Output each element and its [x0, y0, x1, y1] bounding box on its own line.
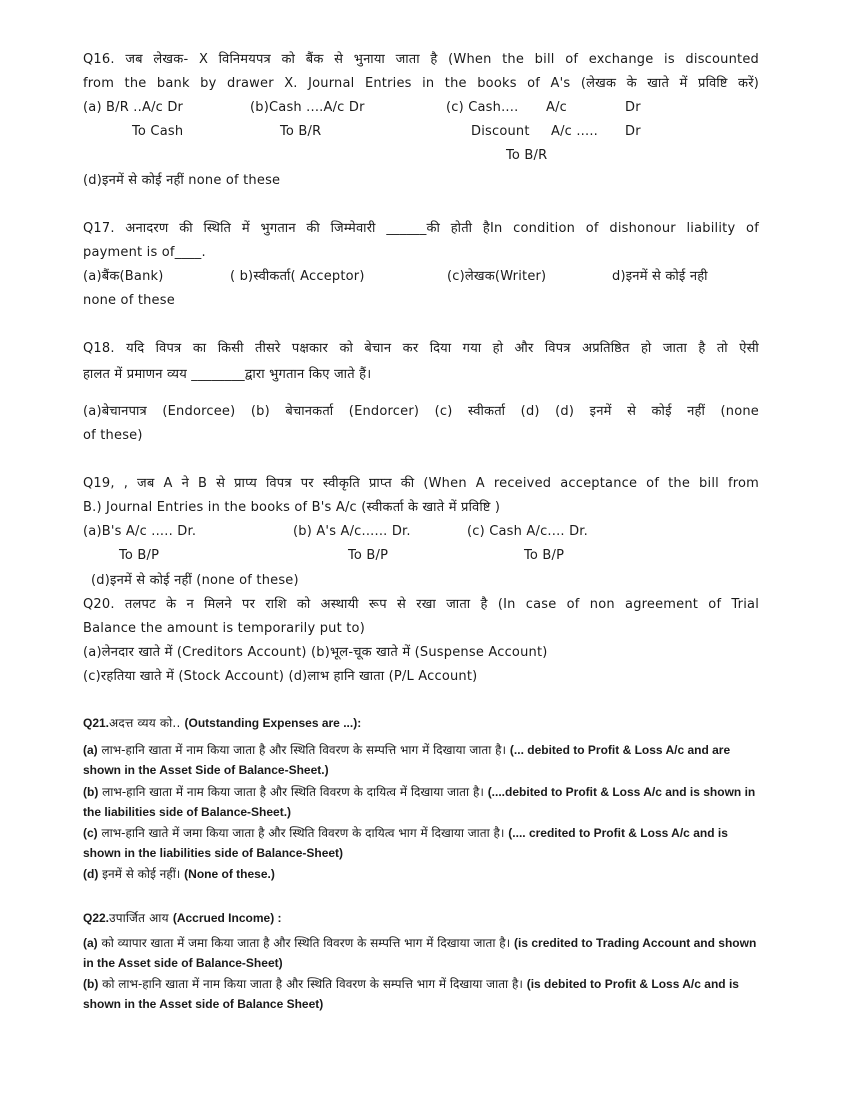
q21-option-a-hindi: लाभ-हानि खाता में नाम किया जाता है और स्थिति विवरण के सम्पत्ति भाग में दिखाया जाता है।: [101, 743, 510, 757]
q22-option-a-hindi: को व्यापार खाता में जमा किया जाता है और स्थिति विवरण के सम्पत्ति भाग में दिखाया जाता है।: [101, 936, 515, 950]
q21-heading-english: (Outstanding Expenses are ...):: [184, 716, 362, 730]
q18-options-2: of these): [83, 428, 143, 443]
q21-option-b-hindi: लाभ-हानि खाता में नाम किया जाता है और स्थिति विवरण के दायित्व में दिखाया जाता है।: [102, 785, 488, 799]
q18-options: (a)बेचानपात्र (Endorcee) (b) बेचानकर्ता (Endorcer) (c) स्वीकर्ता (d) (d) इनमें से कोई नहीं (none: [83, 404, 759, 419]
q21-option-a: [83, 740, 768, 780]
q21-option-c: [83, 823, 768, 863]
q19-option-c: (c) Cash A/c.... Dr.: [467, 524, 588, 539]
q19-line-2: B.) Journal Entries in the books of B's A/c (स्वीकर्ता के खाते में प्रविष्टि ): [83, 500, 501, 515]
q16-option-c-discount-ac: A/c .....: [551, 124, 599, 139]
q17-line-1: Q17. अनादरण की स्थिति में भुगतान की जिम्मेवारी ______की होती हैIn condition of dishonour liability of: [83, 221, 759, 236]
q16-line-2: from the bank by drawer X. Journal Entries in the books of A's (लेखक के खाते में प्रविष्टि करें): [83, 76, 759, 91]
q17-option-d: d)इनमें से कोई नही: [612, 269, 708, 284]
q21-option-a-english: (... debited to Profit & Loss A/c and are shown in the Asset Side of Balance-Sheet.): [83, 743, 731, 777]
q19-option-b: (b) A's A/c...... Dr.: [293, 524, 411, 539]
q21-option-d: [83, 864, 768, 884]
q22-heading-english: (Accrued Income) :: [172, 911, 282, 925]
q19-option-b-to: To B/P: [348, 548, 389, 563]
q22-option-b-label: (b): [83, 977, 99, 991]
q18-line-2: हालत में प्रमाणन व्यय ________द्वारा भुगतान किए जाते हैं।: [83, 367, 372, 382]
q17-option-c: (c)लेखक(Writer): [447, 269, 547, 284]
q21-option-b-english: (....debited to Profit & Loss A/c and is shown in the liabilities side of Balance-Sheet.): [83, 785, 756, 819]
q16-option-a: (a) B/R ..A/c Dr: [83, 100, 184, 115]
q21-option-b-label: (b): [83, 785, 99, 799]
q16-option-d: (d)इनमें से कोई नहीं none of these: [83, 173, 281, 188]
q22-option-a-english: (is credited to Trading Account and shown in the Asset side of Balance-Sheet): [83, 936, 757, 970]
q20-line-2: Balance the amount is temporarily put to): [83, 621, 365, 636]
q21-option-b: [83, 782, 768, 822]
q22-heading: [83, 910, 282, 926]
q19-line-1: Q19, , जब A ने B से प्राप्य विपत्र पर स्वीकृति प्राप्त की (When A received acceptance of the bill from: [83, 476, 759, 491]
q21-option-c-label: (c): [83, 826, 98, 840]
q22-option-a: [83, 933, 768, 973]
q16-option-c-discount-dr: Dr: [625, 124, 641, 139]
q22-option-b-english: (is debited to Profit & Loss A/c and is shown in the Asset side of Balance Sheet): [83, 977, 739, 1011]
q19-option-a: (a)B's A/c ..... Dr.: [83, 524, 197, 539]
q21-option-a-label: (a): [83, 743, 98, 757]
q17-option-a: (a)बैंक(Bank): [83, 269, 164, 284]
q16-option-c: (c) Cash....: [446, 100, 519, 115]
q22-heading-hindi: उपार्जित आय: [109, 911, 173, 925]
q21-option-d-hindi: इनमें से कोई नहीं।: [102, 867, 185, 881]
q22-number: Q22.: [83, 911, 110, 925]
q22-option-a-label: (a): [83, 936, 98, 950]
q20-options-cd: (c)रहतिया खाते में (Stock Account) (d)लाभ हानि खाता (P/L Account): [83, 669, 478, 684]
q19-option-c-to: To B/P: [524, 548, 565, 563]
q17-line-2: payment is of____.: [83, 245, 206, 260]
q20-line-1: Q20. तलपट के न मिलने पर राशि को अस्थायी रूप से रखा जाता है (In case of non agreement of Trial: [83, 597, 759, 612]
q22-option-b-hindi: को लाभ-हानि खाता में नाम किया जाता है और स्थिति विवरण के सम्पत्ति भाग में दिखाया जाता है।: [102, 977, 527, 991]
q17-option-d-en: none of these: [83, 293, 175, 308]
q21-option-c-english: (.... credited to Profit & Loss A/c and is shown in the liabilities side of Balance-Sheet): [83, 826, 728, 860]
q21-heading: [83, 715, 361, 731]
q16-option-c-to: To B/R: [506, 148, 548, 163]
q21-heading-hindi: अदत्त व्यय को..: [109, 716, 181, 730]
q21-option-c-hindi: लाभ-हानि खाते में जमा किया जाता है और स्थिति विवरण के दायित्व भाग में दिखाया जाता है।: [101, 826, 509, 840]
q21-option-d-english: (None of these.): [184, 867, 275, 881]
q17-option-b: ( b)स्वीकर्ता( Acceptor): [230, 269, 365, 284]
q21-number: Q21.: [83, 716, 110, 730]
q16-option-b: (b)Cash ....A/c Dr: [250, 100, 365, 115]
q18-line-1: Q18. यदि विपत्र का किसी तीसरे पक्षकार को बेचान कर दिया गया हो और विपत्र अप्रतिष्ठित हो जाता है तो ऐसी: [83, 341, 759, 356]
q16-option-c-ac: A/c: [546, 100, 568, 115]
q22-option-b: [83, 974, 768, 1014]
q19-option-d: (d)इनमें से कोई नहीं (none of these): [91, 573, 299, 588]
q21-option-d-label: (d): [83, 867, 99, 881]
q20-options-ab: (a)लेनदार खाते में (Creditors Account) (b)भूल-चूक खाते में (Suspense Account): [83, 645, 548, 660]
q16-option-a-to: To Cash: [132, 124, 184, 139]
q19-option-a-to: To B/P: [119, 548, 160, 563]
q16-option-b-to: To B/R: [280, 124, 322, 139]
q16-line-1: Q16. जब लेखक- X विनिमयपत्र को बैंक से भुनाया जाता है (When the bill of exchange is discounted: [83, 52, 759, 67]
q16-option-c-dr: Dr: [625, 100, 641, 115]
q16-option-c-discount: Discount: [471, 124, 530, 139]
